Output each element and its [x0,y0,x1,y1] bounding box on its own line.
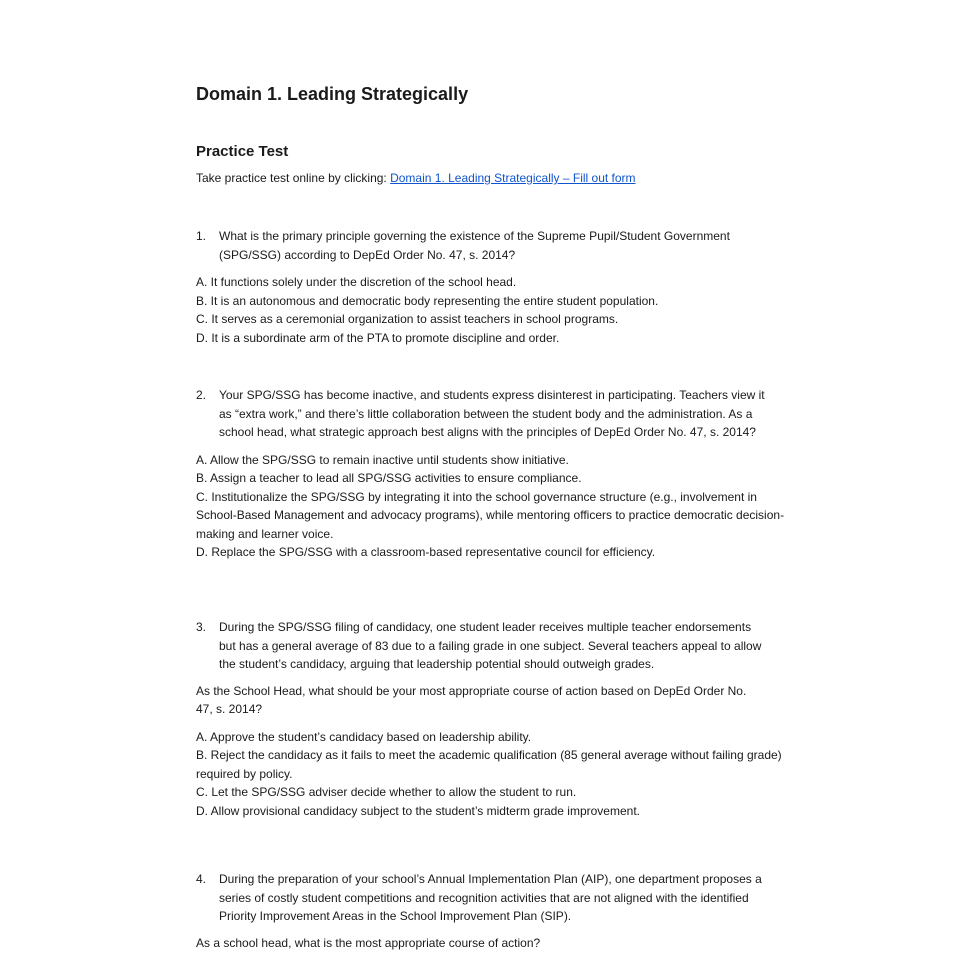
question-number: 4. [196,872,207,886]
option-b: B. Reject the candidacy as it fails to meet the academic qualification (85 general average without failing grade) required by policy. [196,748,782,781]
option-c: C. It serves as a ceremonial organization to assist teachers in school programs. [196,312,619,326]
question-text: What is the primary principle governing the existence of the Supreme Pupil/Student Government (SPG/SSG) according to DepEd Order No. 47, s. 2014? [219,229,730,262]
option-b: B. It is an autonomous and democratic body representing the entire student population. [196,293,659,308]
question-4 [196,870,786,952]
option-d: D. It is a subordinate arm of the PTA to promote discipline and order. [196,330,560,345]
question-prompt: As a school head, what is the most appropriate course of action? [196,935,541,950]
question-text: Your SPG/SSG has become inactive, and students express disinterest in participating. Teachers view it as “extra work,” and there’s little collaboration between the student body and the administration. As a school head, what strategic approach best aligns with the principles of DepEd Order No. 47, s. 2014? [219,388,765,439]
question-number: 3. [196,620,207,634]
option-a: A. Approve the student’s candidacy based on leadership ability. [196,729,532,744]
answer-options [196,273,786,347]
question-prompt: As the School Head, what should be your most appropriate course of action based on DepEd Order No. 47, s. 2014? [196,683,747,716]
option-a: A. Allow the SPG/SSG to remain inactive until students show initiative. [196,452,569,467]
answer-options [196,728,786,821]
option-c: C. Institutionalize the SPG/SSG by integrating it into the school governance structure (e.g., involvement in School-Based Management and advocacy programs), while mentoring officers to practice democratic decision-making and learner voice. [196,489,785,541]
practice-test-intro [196,170,636,187]
intro-text: Take practice test online by clicking: [196,171,391,185]
answer-options [196,451,786,562]
question-3 [196,618,786,820]
question-number: 1. [196,229,207,243]
option-c: C. Let the SPG/SSG adviser decide whether to allow the student to run. [196,785,577,799]
question-2 [196,386,786,562]
option-d: D. Replace the SPG/SSG with a classroom-based representative council for efficiency. [196,545,656,559]
option-b: B. Assign a teacher to lead all SPG/SSG activities to ensure compliance. [196,471,582,485]
practice-test-link[interactable]: Domain 1. Leading Strategically – Fill out form [390,171,636,185]
option-a: A. It functions solely under the discretion of the school head. [196,275,517,289]
question-number: 2. [196,388,207,402]
question-1 [196,227,786,347]
section-heading: Practice Test [196,143,289,160]
question-text: During the SPG/SSG filing of candidacy, one student leader receives multiple teacher endorsements but has a general average of 83 due to a failing grade in one subject. Several teachers appeal to allow the student’s candidacy, arguing that leadership potential should outweigh grades. [219,620,762,671]
document-title: Domain 1. Leading Strategically [196,84,469,104]
option-d: D. Allow provisional candidacy subject to the student’s midterm grade improvement. [196,803,640,818]
question-text: During the preparation of your school’s Annual Implementation Plan (AIP), one department proposes a series of costly student competitions and recognition activities that are not aligned with the identified Priority Improvement Areas in the School Improvement Plan (SIP). [219,872,762,923]
